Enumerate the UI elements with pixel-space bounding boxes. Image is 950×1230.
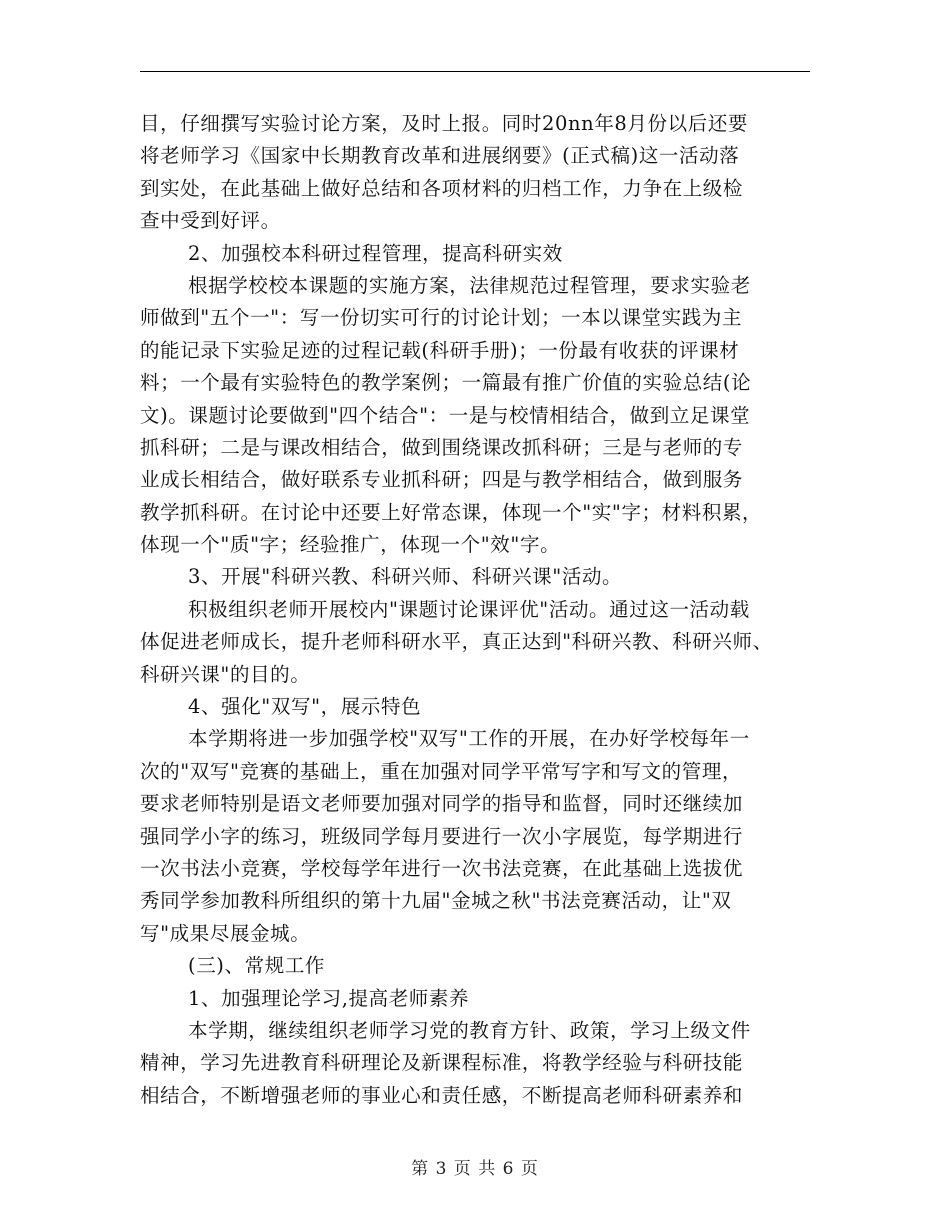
page-number-footer: 第 3 页 共 6 页 <box>411 1159 539 1179</box>
text-line: 2、加强校本科研过程管理，提高科研实效 <box>188 241 563 265</box>
text-line: 的能记录下实验足迹的过程记载(科研手册)；一份最有收获的评课材 <box>140 338 740 362</box>
text-line: 写"成果尽展金城。 <box>140 921 311 945</box>
text-line: 3、开展"科研兴教、科研兴师、科研兴课"活动。 <box>188 565 623 589</box>
text-line: 次的"双写"竞赛的基础上，重在加强对同学平常写字和写文的管理， <box>140 759 743 783</box>
text-line: 积极组织老师开展校内"课题讨论课评优"活动。通过这一活动载 <box>188 597 750 621</box>
text-line: 教学抓科研。在讨论中还要上好常态课，体现一个"实"字；材料积累， <box>140 500 763 524</box>
text-line: 相结合，不断增强老师的事业心和责任感，不断提高老师科研素养和 <box>140 1083 744 1107</box>
text-line: 一次书法小竞赛，学校每学年进行一次书法竞赛，在此基础上选拔优 <box>140 856 744 880</box>
text-line: 本学期，继续组织老师学习党的教育方针、政策，学习上级文件 <box>188 1018 751 1042</box>
text-line: 查中受到好评。 <box>140 209 281 233</box>
text-line: 体促进老师成长，提升老师科研水平，真正达到"科研兴教、科研兴师、 <box>140 630 773 654</box>
text-line: 根据学校校本课题的实施方案，法律规范过程管理，要求实验老 <box>188 273 751 297</box>
text-line: 秀同学参加教科所组织的第十九届"金城之秋"书法竞赛活动，让"双 <box>140 889 732 913</box>
text-line: 1、加强理论学习,提高老师素养 <box>188 986 470 1010</box>
text-line: 文)。课题讨论要做到"四个结合"：一是与校情相结合，做到立足课堂 <box>140 403 751 427</box>
text-line: 将老师学习《国家中长期教育改革和进展纲要》(正式稿)这一活动落 <box>140 144 740 168</box>
text-line: 科研兴课"的目的。 <box>140 662 311 686</box>
text-line: 4、强化"双写"，展示特色 <box>188 695 422 719</box>
text-line: (三)、常规工作 <box>188 954 326 978</box>
text-line: 到实处，在此基础上做好总结和各项材料的归档工作，力争在上级检 <box>140 176 744 200</box>
text-line: 体现一个"质"字；经验推广，体现一个"效"字。 <box>140 533 561 557</box>
text-line: 料；一个最有实验特色的教学案例；一篇最有推广价值的实验总结(论 <box>140 371 752 395</box>
header-rule <box>140 71 810 72</box>
document-body <box>140 108 820 1112</box>
text-line: 精神，学习先进教育科研理论及新课程标准，将教学经验与科研技能 <box>140 1051 744 1075</box>
text-line: 目，仔细撰写实验讨论方案，及时上报。同时20nn年8月份以后还要 <box>140 112 749 135</box>
text-line: 要求老师特别是语文老师要加强对同学的指导和监督，同时还继续加 <box>140 792 744 816</box>
text-line: 强同学小字的练习，班级同学每月要进行一次小字展览，每学期进行 <box>140 824 744 848</box>
text-line: 业成长相结合，做好联系专业抓科研；四是与教学相结合，做到服务 <box>140 468 744 492</box>
text-line: 抓科研；二是与课改相结合，做到围绕课改抓科研；三是与老师的专 <box>140 435 744 459</box>
text-line: 本学期将进一步加强学校"双写"工作的开展，在办好学校每年一 <box>188 727 750 751</box>
text-line: 师做到"五个一"：写一份切实可行的讨论计划；一本以课堂实践为主 <box>140 306 743 330</box>
